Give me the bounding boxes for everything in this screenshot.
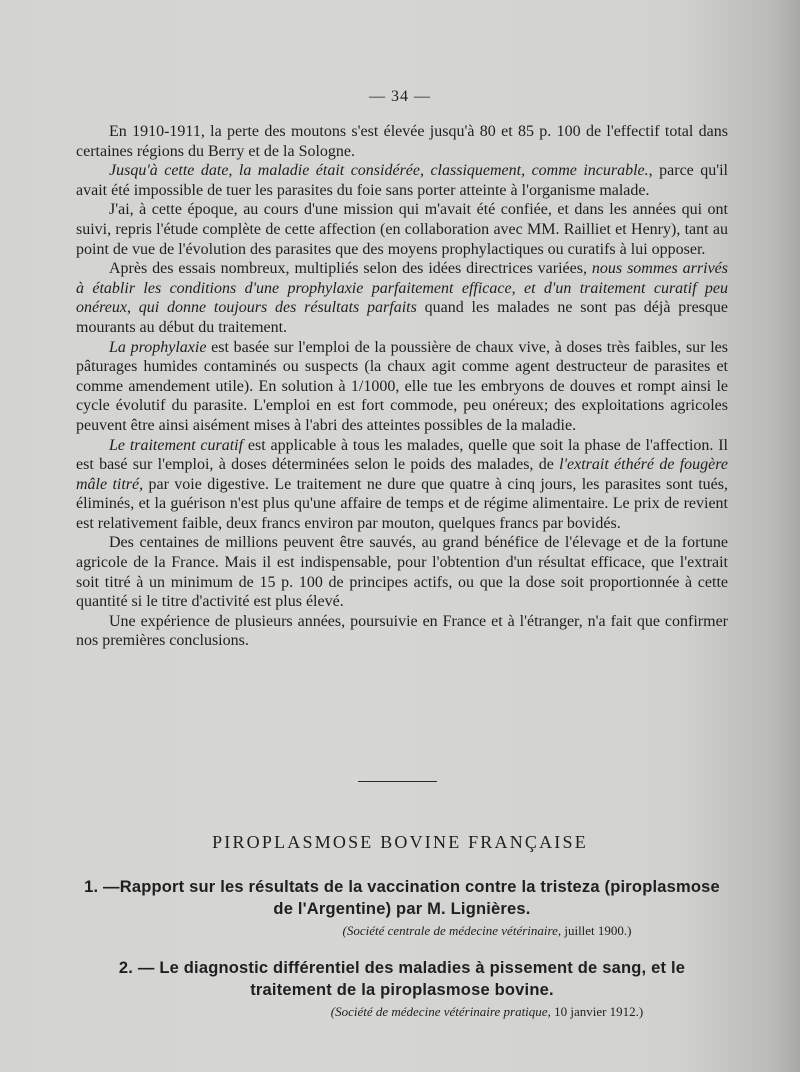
page-number: — 34 — <box>369 88 431 105</box>
paragraph <box>76 533 728 611</box>
text-run: Une expérience de plusieurs années, poursuivie en France et à l'étranger, n'a fait que confirmer nos premières conclusions. <box>76 612 728 650</box>
text-run: Après des essais nombreux, multipliés selon des idées directrices variées, <box>109 260 592 278</box>
body-text <box>76 122 728 651</box>
reference-1-heading: 1. —Rapport sur les résultats de la vaccination contre la tristeza (piroplasmose de l'Argentine) par M. Lignières. <box>84 878 720 918</box>
paragraph <box>76 161 728 200</box>
paragraph <box>76 612 728 651</box>
paragraph <box>76 122 728 161</box>
section-title: PIROPLASMOSE BOVINE FRANÇAISE <box>212 832 588 852</box>
text-run: est applicable à tous les malades, quelle que soit la phase de l'affection. Il est basé sur l'emploi, à doses déterminées selon le poids des malades, de <box>76 436 728 474</box>
reference-2 <box>76 957 728 1020</box>
italic-text: Jusqu'à cette date, la maladie était considérée, classiquement, comme incurable. <box>109 162 649 180</box>
reference-1-source <box>76 923 728 939</box>
italic-text: Le traitement curatif <box>109 436 244 454</box>
reference-1-journal: (Société centrale de médecine vétérinaire, <box>342 923 562 938</box>
paragraph <box>76 436 728 534</box>
paragraph <box>76 259 728 337</box>
italic-text: La prophylaxie <box>109 338 207 356</box>
reference-2-date: 10 janvier 1912.) <box>550 1004 644 1019</box>
text-run: J'ai, à cette époque, au cours d'une mission qui m'avait été confiée, et dans les années qui ont suivi, repris l'étude complète de cette affection (en collaboration avec MM. Railliet et Henry), tant au point de vue de l'évolution des parasites que des moyens prophylactiques ou curatifs à lui opposer. <box>76 201 728 258</box>
text-run: , par voie digestive. Le traitement ne dure que quatre à cinq jours, les parasites sont tués, éliminés, et la guérison n'est plus qu'une affaire de temps et de régime alimentaire. Le prix de revient est relativement faible, deux francs environ par mouton, quelques francs par bovidés. <box>76 475 728 532</box>
section-divider <box>358 781 437 782</box>
text-run: quand les malades ne sont pas déjà presque mourants au début du traitement. <box>76 299 729 336</box>
reference-2-heading: 2. — Le diagnostic différentiel des maladies à pissement de sang, et le traitement de la piroplasmose bovine. <box>118 959 686 999</box>
paragraph <box>76 200 728 259</box>
text-run: Des centaines de millions peuvent être sauvés, au grand bénéfice de l'élevage et de la fortune agricole de la France. Mais il est indispensable, pour l'obtention d'un résultat efficace, que l'extrait soit titré à un minimum de 15 p. 100 de principes actifs, ou que la dose soit proportionnée à cette quantité si le titre d'activité est plus élevé. <box>76 534 728 611</box>
text-run: est basée sur l'emploi de la poussière de chaux vive, à doses très faibles, sur les pâturages humides contaminés ou suspects (la chaux agit comme agent destructeur de parasites et comme amendement utile). En solution à 1/1000, elle tue les embryons de douves et rompt ainsi le cycle évolutif du parasite. L'emploi en est fort commode, peu onéreux; des exploitations agricoles peuvent être ainsi aisément mises à l'abri des atteintes possibles de la maladie. <box>76 338 728 434</box>
italic-text: l'extrait éthéré de fougère mâle titré <box>76 456 728 493</box>
reference-1 <box>76 876 728 939</box>
reference-2-journal: (Société de médecine vétérinaire pratique, <box>330 1004 551 1019</box>
italic-text: nous sommes arrivés à établir les conditions d'une prophylaxie parfaitement efficace, et d'un traitement curatif peu onéreux, qui donne toujours des résultats parfaits <box>76 260 728 317</box>
text-run: , parce qu'il avait été impossible de tuer les parasites du foie sans porter atteinte à l'organisme malade. <box>76 162 729 199</box>
reference-2-source <box>76 1004 728 1020</box>
paragraph <box>76 338 728 436</box>
reference-1-date: juillet 1900.) <box>561 923 632 938</box>
text-run: En 1910-1911, la perte des moutons s'est élevée jusqu'à 80 et 85 p. 100 de l'effectif total dans certaines régions du Berry et de la Sologne. <box>76 123 728 160</box>
